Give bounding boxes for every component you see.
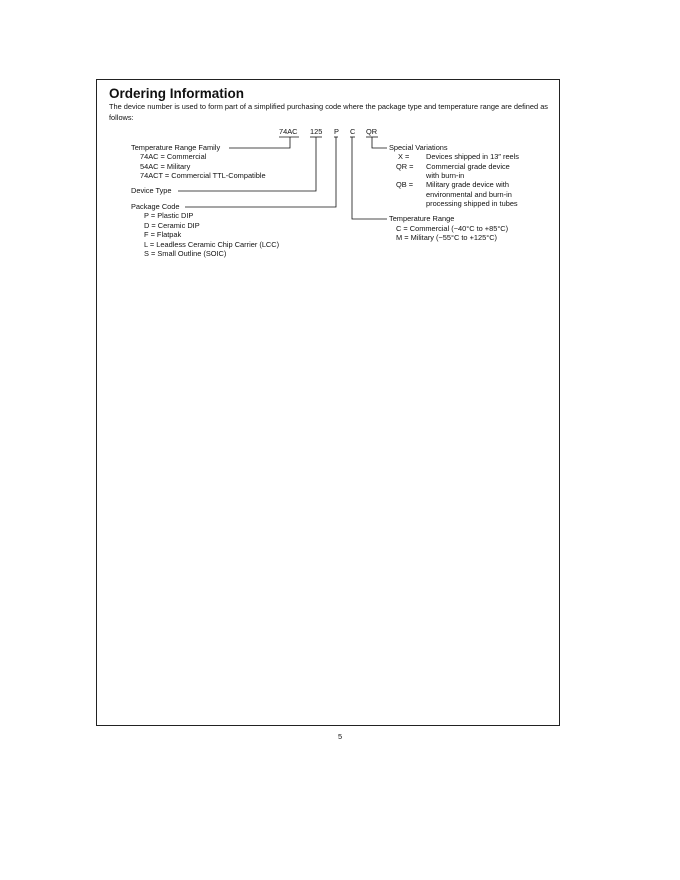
package-item: P = Plastic DIP	[144, 211, 194, 220]
family-item: 74AC = Commercial	[140, 152, 207, 161]
code-family: 74AC	[279, 127, 298, 136]
temp-item: C = Commercial (−40°C to +85°C)	[396, 224, 509, 233]
temp-item: M = Military (−55°C to +125°C)	[396, 233, 497, 242]
package-code-label: Package Code	[131, 202, 180, 211]
package-item: F = Flatpak	[144, 230, 182, 239]
page-number: 5	[337, 732, 343, 741]
temperature-range-label: Temperature Range	[389, 214, 455, 223]
special-variations-label: Special Variations	[389, 143, 448, 152]
variation-desc: environmental and burn-in	[426, 190, 512, 199]
intro-paragraph: The device number is used to form part of a simplified purchasing code where the package type and temperature range are defined as follows:	[109, 102, 548, 122]
variation-code: X =	[398, 152, 410, 161]
leader-temp	[352, 137, 387, 219]
section-heading: Ordering Information	[109, 86, 244, 101]
code-package: P	[334, 127, 339, 136]
package-item: S = Small Outline (SOIC)	[144, 249, 227, 258]
variation-code: QR =	[396, 162, 414, 171]
family-item: 54AC = Military	[140, 162, 191, 171]
variation-desc: Commercial grade device	[426, 162, 510, 171]
variation-desc: Military grade device with	[426, 180, 509, 189]
variation-desc: with burn-in	[426, 171, 465, 180]
code-temp: C	[350, 127, 356, 136]
package-item: D = Ceramic DIP	[144, 221, 200, 230]
variation-desc: Devices shipped in 13″ reels	[426, 152, 519, 161]
leader-family	[229, 137, 290, 148]
code-variation: QR	[366, 127, 378, 136]
package-item: L = Leadless Ceramic Chip Carrier (LCC)	[144, 240, 280, 249]
code-device: 125	[310, 127, 323, 136]
temperature-range-family-label: Temperature Range Family	[131, 143, 221, 152]
variation-desc: processing shipped in tubes	[426, 199, 518, 208]
family-item: 74ACT = Commercial TTL-Compatible	[140, 171, 266, 180]
leader-variation	[372, 137, 387, 148]
device-type-label: Device Type	[131, 186, 172, 195]
variation-code: QB =	[396, 180, 414, 189]
